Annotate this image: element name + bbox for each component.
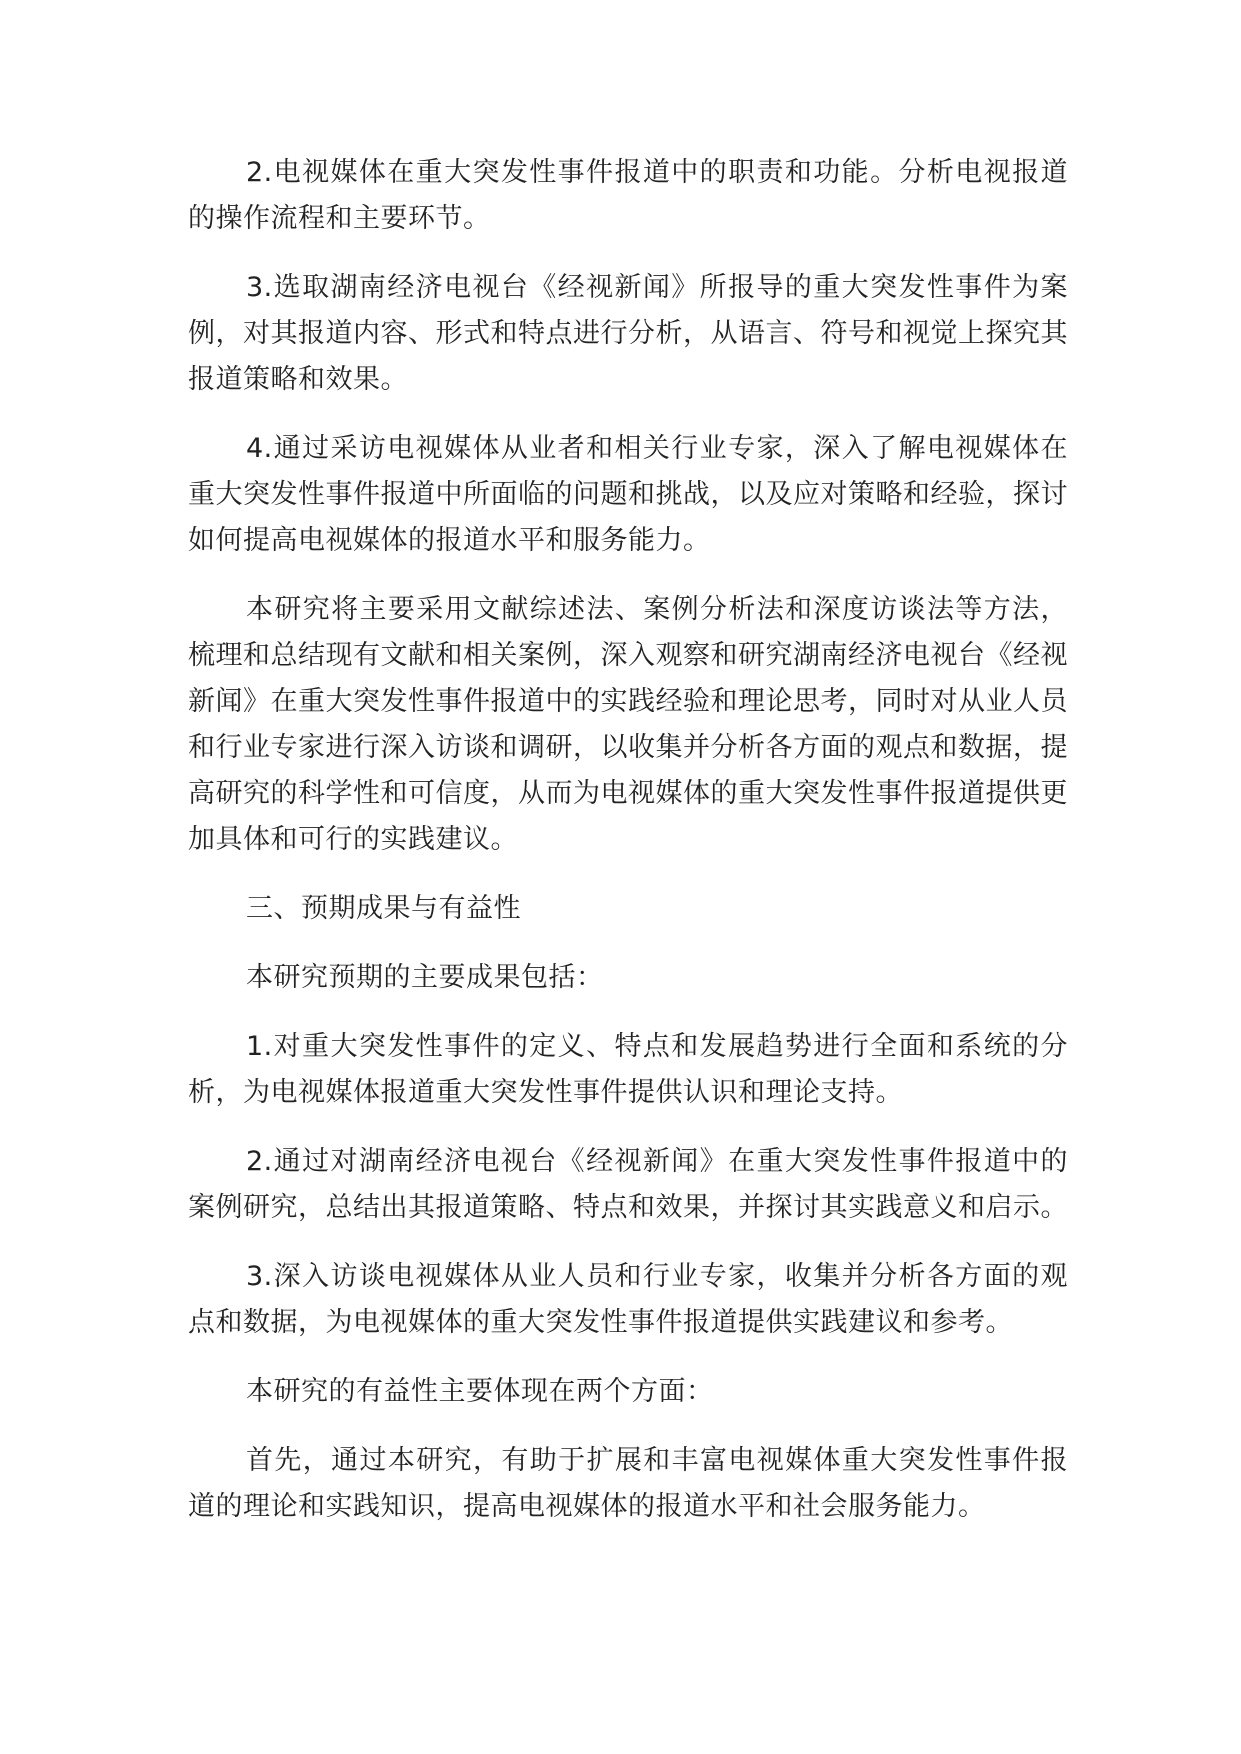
paragraph-item-3: 3.选取湖南经济电视台《经视新闻》所报导的重大突发性事件为案例，对其报道内容、形式和特点进行分析，从语言、符号和视觉上探究其报道策略和效果。 bbox=[188, 272, 1068, 395]
paragraph-result-3: 3.深入访谈电视媒体从业人员和行业专家，收集并分析各方面的观点和数据，为电视媒体的重大突发性事件报道提供实践建议和参考。 bbox=[188, 1261, 1068, 1338]
paragraph-methods: 本研究将主要采用文献综述法、案例分析法和深度访谈法等方法，梳理和总结现有文献和相关案例，深入观察和研究湖南经济电视台《经视新闻》在重大突发性事件报道中的实践经验和理论思考，同时对从业人员和行业专家进行深入访谈和调研，以收集并分析各方面的观点和数据，提高研究的科学性和可信度，从而为电视媒体的重大突发性事件报道提供更加具体和可行的实践建议。 bbox=[188, 594, 1068, 855]
section-heading-expected-results: 三、预期成果与有益性 bbox=[246, 893, 521, 924]
paragraph-item-2: 2.电视媒体在重大突发性事件报道中的职责和功能。分析电视报道的操作流程和主要环节。 bbox=[188, 157, 1068, 234]
paragraph-benefit-first: 首先，通过本研究，有助于扩展和丰富电视媒体重大突发性事件报道的理论和实践知识，提高电视媒体的报道水平和社会服务能力。 bbox=[188, 1445, 1068, 1522]
paragraph-result-1: 1.对重大突发性事件的定义、特点和发展趋势进行全面和系统的分析，为电视媒体报道重大突发性事件提供认识和理论支持。 bbox=[188, 1031, 1068, 1108]
paragraph-item-4: 4.通过采访电视媒体从业者和相关行业专家，深入了解电视媒体在重大突发性事件报道中所面临的问题和挑战，以及应对策略和经验，探讨如何提高电视媒体的报道水平和服务能力。 bbox=[188, 433, 1068, 556]
document-body bbox=[188, 150, 1068, 1553]
paragraph-result-2: 2.通过对湖南经济电视台《经视新闻》在重大突发性事件报道中的案例研究，总结出其报道策略、特点和效果，并探讨其实践意义和启示。 bbox=[188, 1146, 1068, 1223]
paragraph-benefits-intro: 本研究的有益性主要体现在两个方面： bbox=[246, 1376, 714, 1407]
paragraph-results-intro: 本研究预期的主要成果包括： bbox=[246, 962, 604, 993]
